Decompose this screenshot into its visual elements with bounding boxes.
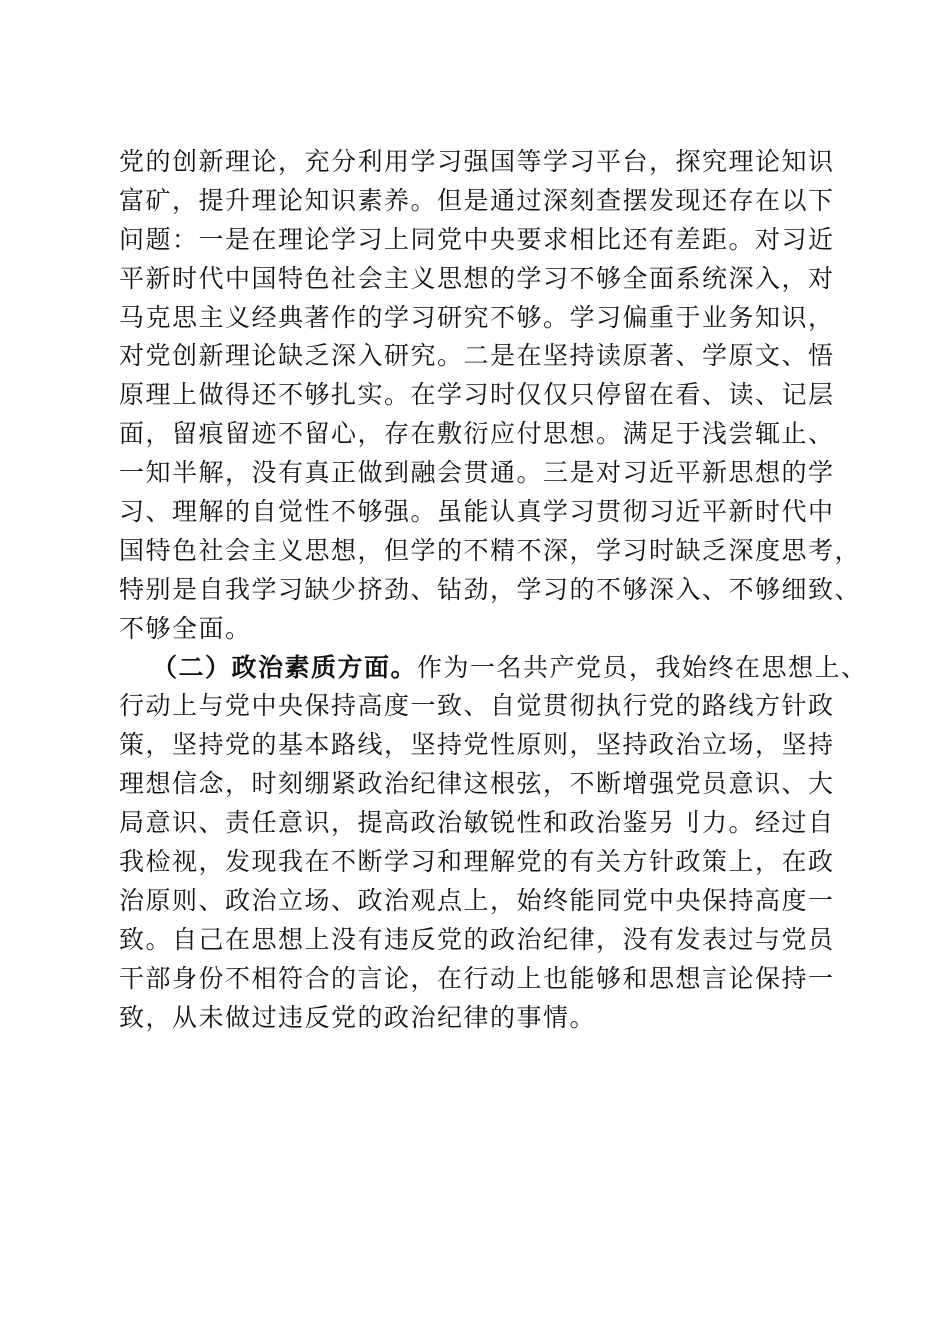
text-line: 局意识、责任意识，提高政治敏锐性和政治鉴另刂力。经过自 <box>119 808 835 838</box>
text-line: 不够全面。 <box>119 613 252 643</box>
text-line: 问题：一是在理论学习上同党中央要求相比还有差距。对习近 <box>119 224 835 254</box>
paragraph-theory-study <box>119 143 862 649</box>
text-line: 特别是自我学习缺少挤劲、钻劲，学习的不够深入、不够细致、 <box>119 574 862 604</box>
text-line: 马克思主义经典著作的学习研究不够。学习偏重于业务知识， <box>119 302 835 332</box>
text-line: 对党创新理论缺乏深入研究。二是在坚持读原著、学原文、悟 <box>119 341 835 371</box>
text-line: 干部身份不相符合的言论，在行动上也能够和思想言论保持一 <box>119 963 835 993</box>
text-line: 治原则、政治立场、政治观点上，始终能同党中央保持高度一 <box>119 885 835 915</box>
text-line: 原理上做得还不够扎实。在学习时仅仅只停留在看、读、记层 <box>119 380 835 410</box>
text-line: 国特色社会主义思想，但学的不精不深，学习时缺乏深度思考， <box>119 535 862 565</box>
text-line: 党的创新理论，充分利用学习强国等学习平台，探究理论知识 <box>119 147 835 176</box>
text-line: 理想信念，时刻绷紧政治纪律这根弦，不断增强党员意识、大 <box>119 769 835 799</box>
text-line: 行动上与党中央保持高度一致、自觉贯彻执行党的路线方针政 <box>119 691 835 721</box>
text-line: 面，留痕留迹不留心，存在敷衍应付思想。满足于浅尝辄止、 <box>119 419 835 449</box>
text-line: 致，从未做过违反党的政治纪律的事情。 <box>119 1002 597 1032</box>
text-line: 我检视，发现我在不断学习和理解党的有关方针政策上，在政 <box>119 847 835 877</box>
text-line: 致。自己在思想上没有违反党的政治纪律，没有发表过与党员 <box>119 924 835 954</box>
paragraph-political-quality <box>119 649 868 1038</box>
text-line: 习、理解的自觉性不够强。虽能认真学习贯彻习近平新时代中 <box>119 497 835 527</box>
text-line: 一知半解，没有真正做到融会贯通。三是对习近平新思想的学 <box>119 458 835 488</box>
paragraph-first-line <box>119 649 868 688</box>
text-line: 策，坚持党的基本路线，坚持党性原则，坚持政治立场，坚持 <box>119 730 835 760</box>
section-heading: （二）政治素质方面。 <box>152 652 418 682</box>
text-line: 富矿，提升理论知识素养。但是通过深刻查摆发现还存在以下 <box>119 185 835 215</box>
text-line: 平新时代中国特色社会主义思想的学习不够全面系统深入，对 <box>119 263 835 293</box>
text-run: 作为一名共产党员，我始终在思想上、 <box>417 652 868 682</box>
document-body <box>119 143 868 1037</box>
